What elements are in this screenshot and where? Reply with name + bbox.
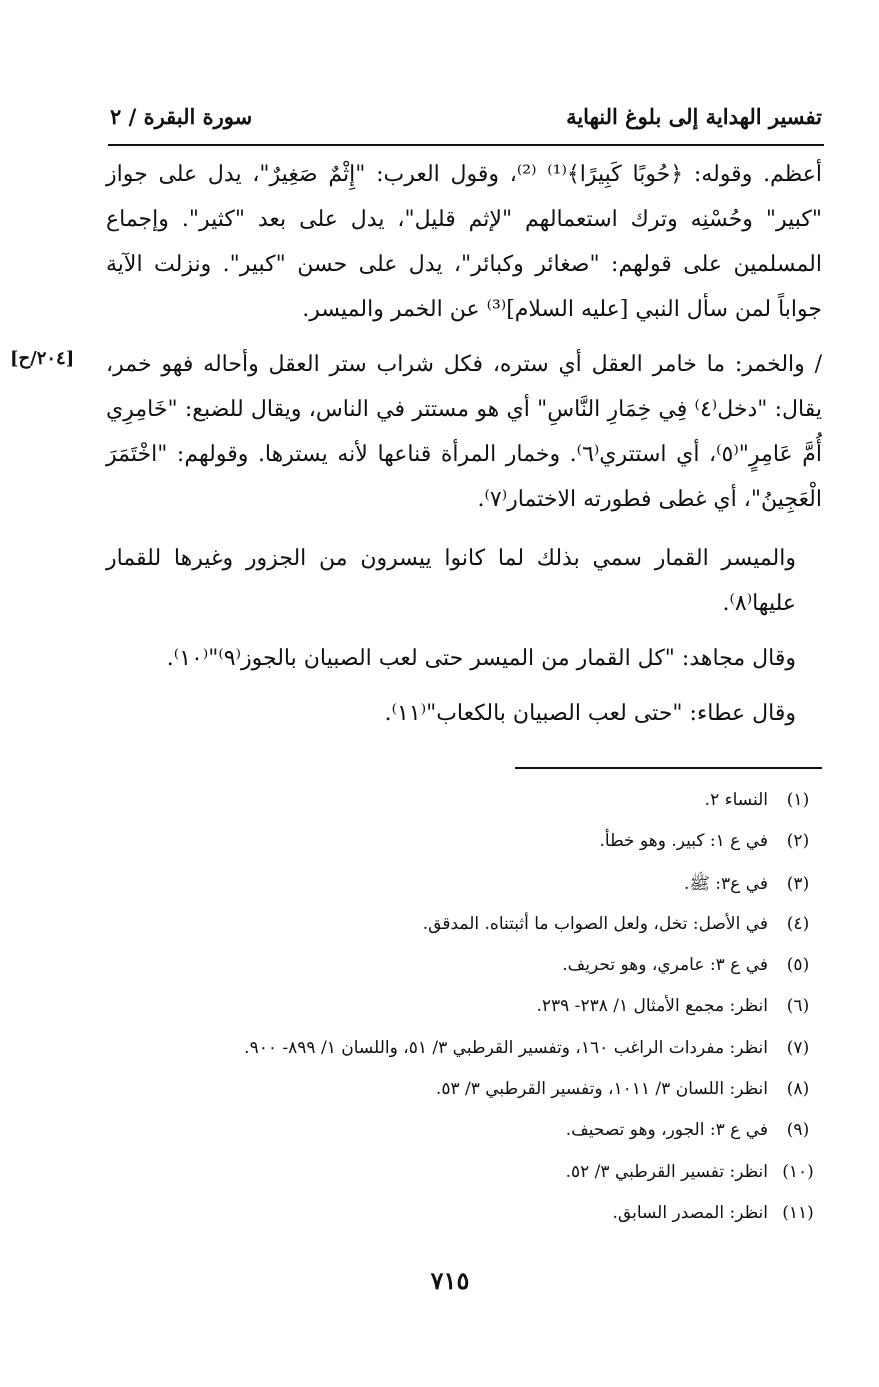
footnote-number: (٥) [786, 955, 810, 976]
main-text [106, 152, 822, 736]
running-header [110, 96, 822, 136]
page-number: ٧١٥ [430, 1266, 470, 1295]
footnote-text: انظر: اللسان ٣/ ١٠١١، وتفسير القرطبي ٣/ ٥٣. [435, 1079, 768, 1100]
footnote-text: انظر: مفردات الراغب ١٦٠، وتفسير القرطبي ٣/ ٥١، واللسان ١/ ٨٩٩- ٩٠٠. [244, 1037, 768, 1058]
footnote-item [150, 1079, 822, 1120]
book-title: تفسير الهداية إلى بلوغ النهاية [566, 103, 822, 129]
footnote-item [150, 1162, 822, 1203]
footnote-text: في الأصل: تخل، ولعل الصواب ما أثبتناه. المدقق. [422, 913, 768, 934]
paragraph-1: أعظم. وقوله: ﴿حُوبًا كَبِيرًا﴾⁽¹⁾ ⁽²⁾، وقول العرب: "إِثْمٌ صَغِيرٌ"، يدل على جواز "كبير" وحُسْنِه وترك استعمالهم "لإثم قليل"، يدل على بعد "كثير". وإجماع المسلمين على قولهم: "صغائر وكبائر"، يدل على حسن "كبير". ونزلت الآية جواباً لمن سأل النبي [عليه السلام]⁽³⁾ عن الخمر والميسر. [106, 162, 822, 322]
footnote-item [150, 914, 822, 955]
footnote-number: (٤) [786, 913, 810, 934]
footnote-rule [515, 767, 822, 769]
footnote-number: (٢) [786, 831, 810, 852]
footnote-number: (٧) [786, 1037, 810, 1058]
footnote-text: انظر: تفسير القرطبي ٣/ ٥٢. [565, 1161, 768, 1182]
footnote-item [150, 955, 822, 996]
footnote-item [150, 1038, 822, 1079]
footnote-text: في ع ٣: الجور، وهو تصحيف. [565, 1120, 768, 1141]
manuscript-folio-mark: [٢٠٤/ح] [10, 348, 75, 369]
surah-section: سورة البقرة / ٢ [110, 103, 253, 129]
footnote-number: (١) [786, 790, 810, 810]
footnote-item [150, 1203, 822, 1244]
footnote-text: النساء ٢. [704, 790, 768, 810]
footnote-text: في ع ١: كبير. وهو خطأ. [599, 831, 768, 852]
footnote-text: في ع ٣: عامري، وهو تحريف. [562, 955, 768, 976]
footnote-item [150, 831, 822, 872]
footnote-number: (١١) [782, 1202, 814, 1223]
footnote-text: في ع٣: ﷺ. [683, 873, 768, 894]
footnote-item [150, 873, 822, 914]
footnote-item [150, 1120, 822, 1161]
paragraph-5: وقال عطاء: "حتى لعب الصبيان بالكعاب"⁽١١⁾. [384, 701, 796, 726]
paragraph-4: وقال مجاهد: "كل القمار من الميسر حتى لعب الصبيان بالجوز⁽٩⁾"⁽١٠⁾. [166, 646, 796, 671]
footnote-number: (٦) [786, 996, 810, 1017]
footnote-item [150, 996, 822, 1037]
footnote-text: انظر: مجمع الأمثال ١/ ٢٣٨- ٢٣٩. [536, 996, 768, 1017]
paragraph-2: / والخمر: ما خامر العقل أي ستره، فكل شراب ستر العقل وأحاله فهو خمر، يقال: "دخل⁽٤⁾ فِي خِمَارِ النَّاسِ" أي هو مستتر في الناس، ويقال للضبع: "خَامِرِي أُمَّ عَامِرٍ"⁽٥⁾، أي استتري⁽٦⁾. وخمار المرأة قناعها لأنه يسترها. وقولهم: "اخْتَمَرَ الْعَجِينُ"، أي غطى فطورته الاختمار⁽٧⁾. [106, 352, 822, 512]
footnote-text: انظر: المصدر السابق. [612, 1202, 768, 1223]
footnote-number: (١٠) [782, 1161, 814, 1182]
header-rule [108, 144, 824, 146]
paragraph-3: والميسر القمار سمي بذلك لما كانوا ييسرون من الجزور وغيرها للقمار عليها⁽٨⁾. [106, 546, 796, 616]
footnote-number: (٨) [786, 1079, 810, 1100]
footnote-item [150, 790, 822, 831]
footnote-number: (٣) [786, 873, 810, 894]
footnote-number: (٩) [786, 1120, 810, 1141]
footnotes [150, 790, 822, 1244]
